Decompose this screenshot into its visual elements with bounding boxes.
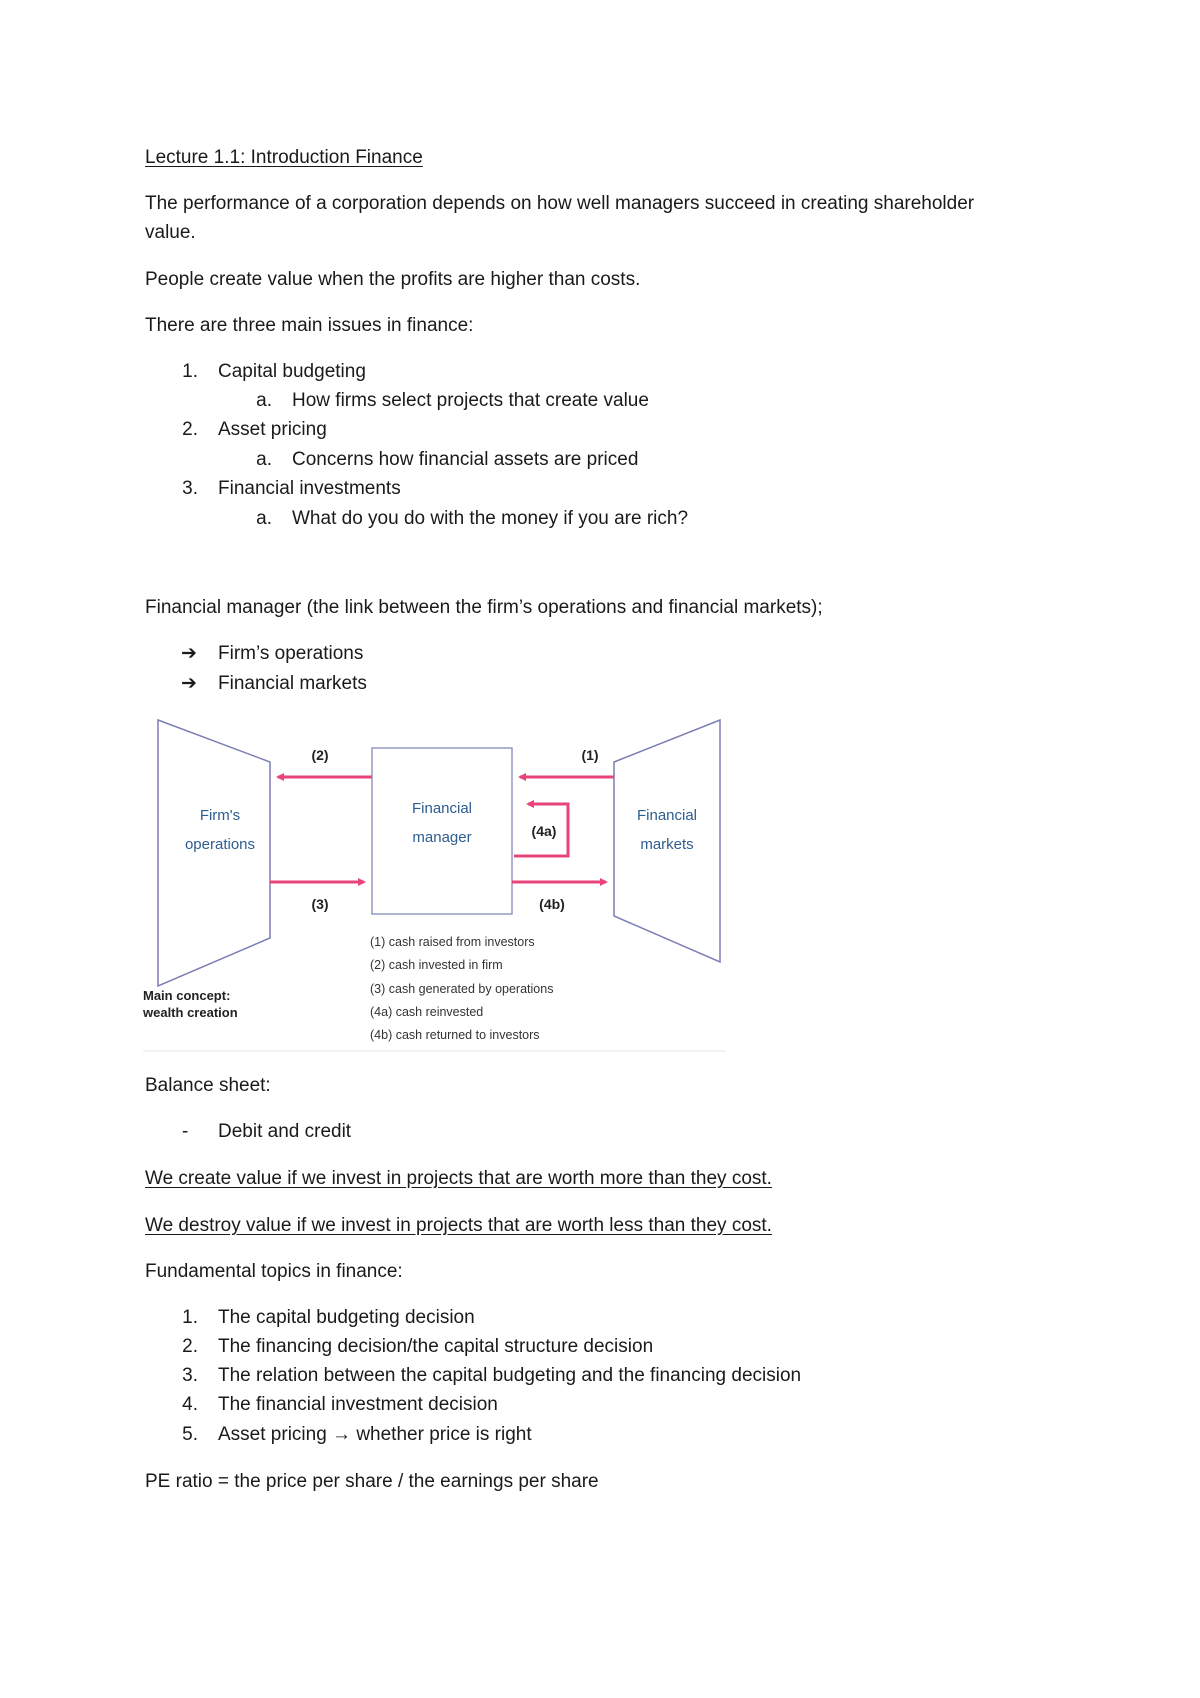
finance-flow-diagram [140,710,730,1055]
sublist-item: Concerns how financial assets are priced [292,449,639,470]
sublist-item: How firms select projects that create value [292,390,649,411]
firms-operations-box [158,720,270,986]
fundamental-topics-heading: Fundamental topics in finance: [145,1261,403,1282]
legend-item: (2) cash invested in firm [370,958,503,972]
financial-markets-label: markets [640,836,694,853]
page-title: Lecture 1.1: Introduction Finance [145,147,423,168]
main-concept-label: Main concept: [143,988,231,1003]
bullet-item: Financial markets [218,673,367,694]
list-item: The capital budgeting decision [218,1307,475,1328]
pe-ratio-definition: PE ratio = the price per share / the earnings per share [145,1471,599,1492]
flow-label-4a: (4a) [531,823,557,839]
legend-item: (4a) cash reinvested [370,1005,484,1019]
financial-manager-label: manager [412,829,472,846]
firms-operations-label: Firm's [199,807,241,824]
financial-manager-intro: Financial manager (the link between the firm’s operations and financial markets); [145,597,823,618]
flow-label-4b: (4b) [539,896,565,912]
list-item-number: 3. [182,1365,198,1386]
list-item-number: 5. [182,1424,198,1445]
sublist-item: What do you do with the money if you are rich? [292,508,689,529]
firms-operations-label: operations [184,836,256,853]
bullet-item: Firm’s operations [218,643,364,664]
intro-paragraph-line1: The performance of a corporation depends on how well managers succeed in creating shareholder [145,193,975,214]
sublist-item-letter: a. [256,508,272,529]
balance-sheet-heading: Balance sheet: [145,1075,271,1096]
value-paragraph: People create value when the profits are higher than costs. [145,269,641,290]
list-item: Asset pricing → whether price is right [218,1424,532,1445]
legend-item: (1) cash raised from investors [370,935,535,949]
list-item: Asset pricing [218,419,327,440]
list-item: Capital budgeting [218,361,366,382]
list-item-number: 3. [182,478,198,499]
list-item: Financial investments [218,478,401,499]
create-value-statement: We create value if we invest in projects that are worth more than they cost. [145,1168,772,1189]
arrow-bullet-icon: ➔ [181,643,197,664]
issues-intro: There are three main issues in finance: [145,315,474,336]
list-item-number: 1. [182,1307,198,1328]
sublist-item-letter: a. [256,390,272,411]
list-item-number: 1. [182,361,198,382]
arrow-bullet-icon: ➔ [181,673,197,694]
list-item-number: 2. [182,419,198,440]
financial-markets-label: Financial [636,807,698,824]
main-concept-label: wealth creation [143,1005,238,1020]
intro-paragraph-line2: value. [145,222,196,243]
financial-manager-label: Financial [411,800,473,817]
list-item: The relation between the capital budgeting and the financing decision [218,1365,802,1386]
legend-item: (3) cash generated by operations [370,982,554,996]
bullet-item: Debit and credit [218,1121,352,1142]
list-item-number: 4. [182,1394,198,1415]
flow-label-3: (3) [311,896,329,912]
flow-label-2: (2) [311,747,329,763]
flow-label-1: (1) [581,747,599,763]
legend-item: (4b) cash returned to investors [370,1028,540,1042]
dash-bullet: - [182,1121,189,1142]
list-item: The financing decision/the capital structure decision [218,1336,654,1357]
list-item: The financial investment decision [218,1394,498,1415]
destroy-value-statement: We destroy value if we invest in projects that are worth less than they cost. [145,1215,772,1236]
list-item-number: 2. [182,1336,198,1357]
sublist-item-letter: a. [256,449,272,470]
